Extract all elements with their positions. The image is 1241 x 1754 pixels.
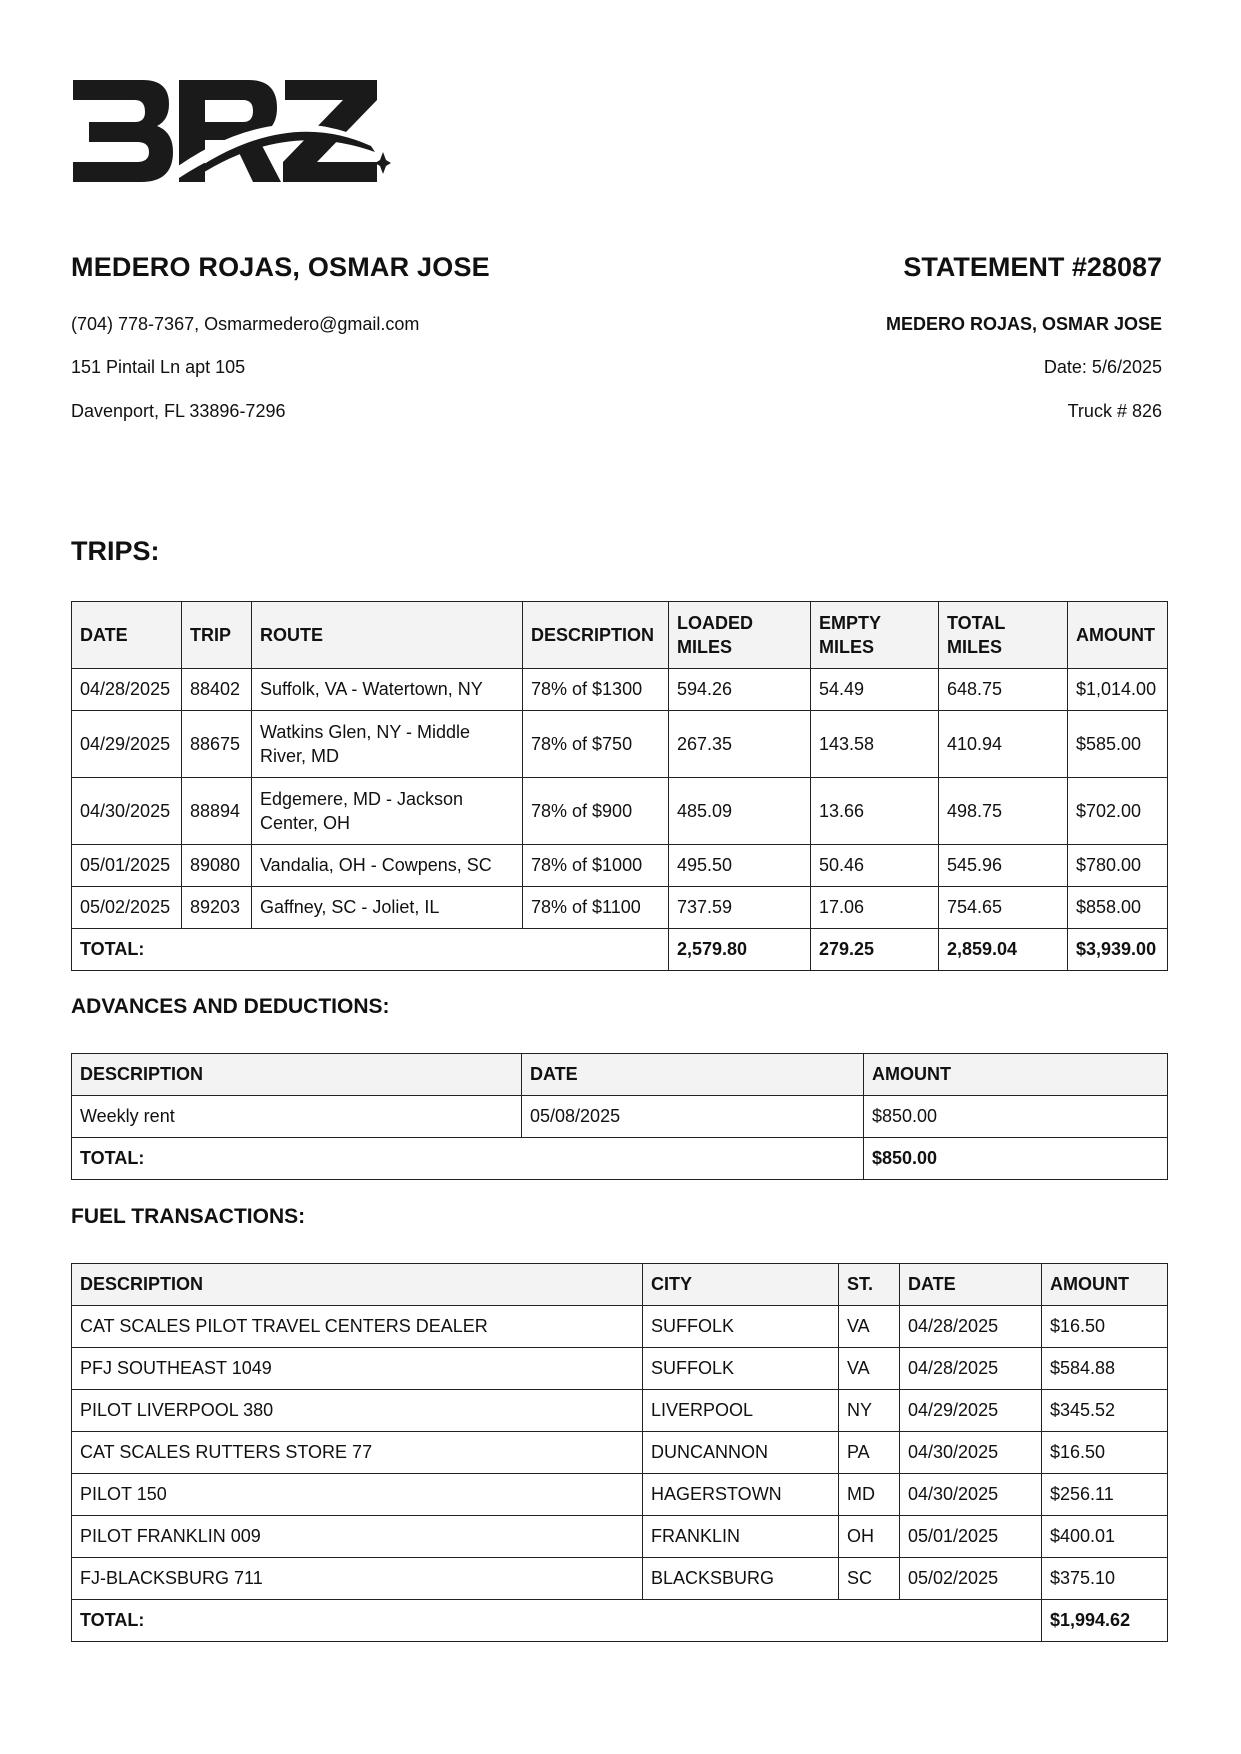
trips-total-label: TOTAL: (72, 929, 669, 971)
advances-col-date: DATE (522, 1054, 864, 1096)
fuel-description: CAT SCALES PILOT TRAVEL CENTERS DEALER (72, 1306, 643, 1348)
trip-amount: $585.00 (1068, 711, 1168, 778)
trip-loaded-miles: 737.59 (669, 887, 811, 929)
fuel-col-date: DATE (900, 1264, 1042, 1306)
trip-description: 78% of $900 (523, 778, 669, 845)
table-row (72, 845, 1168, 887)
fuel-col-description: DESCRIPTION (72, 1264, 643, 1306)
trip-amount: $1,014.00 (1068, 669, 1168, 711)
trip-description: 78% of $1300 (523, 669, 669, 711)
fuel-col-amount: AMOUNT (1042, 1264, 1168, 1306)
fuel-amount: $16.50 (1042, 1432, 1168, 1474)
fuel-city: LIVERPOOL (643, 1390, 839, 1432)
fuel-description: PFJ SOUTHEAST 1049 (72, 1348, 643, 1390)
table-row (72, 669, 1168, 711)
trip-route: Edgemere, MD - Jackson Center, OH (252, 778, 523, 845)
trip-loaded-miles: 495.50 (669, 845, 811, 887)
advances-table (71, 1053, 1168, 1180)
trip-empty-miles: 13.66 (811, 778, 939, 845)
trips-total-miles: 2,859.04 (939, 929, 1068, 971)
trip-total-miles: 498.75 (939, 778, 1068, 845)
fuel-state: VA (839, 1306, 900, 1348)
trip-total-miles: 648.75 (939, 669, 1068, 711)
fuel-total-label: TOTAL: (72, 1600, 1042, 1642)
trips-table (71, 601, 1168, 971)
trip-date: 05/02/2025 (72, 887, 182, 929)
statement-title: STATEMENT #28087 (903, 252, 1162, 282)
table-row (72, 1390, 1168, 1432)
trip-total-miles: 545.96 (939, 845, 1068, 887)
fuel-city: DUNCANNON (643, 1432, 839, 1474)
advance-description: Weekly rent (72, 1096, 522, 1138)
trips-total-row (72, 929, 1168, 971)
fuel-state: VA (839, 1348, 900, 1390)
trips-col-loaded-miles: LOADED MILES (669, 602, 811, 669)
company-logo (71, 78, 391, 190)
fuel-description: PILOT LIVERPOOL 380 (72, 1390, 643, 1432)
fuel-amount: $375.10 (1042, 1558, 1168, 1600)
advances-col-amount: AMOUNT (864, 1054, 1168, 1096)
fuel-description: CAT SCALES RUTTERS STORE 77 (72, 1432, 643, 1474)
fuel-amount: $256.11 (1042, 1474, 1168, 1516)
fuel-header-row (72, 1264, 1168, 1306)
fuel-amount: $584.88 (1042, 1348, 1168, 1390)
fuel-city: HAGERSTOWN (643, 1474, 839, 1516)
fuel-date: 05/02/2025 (900, 1558, 1042, 1600)
trip-description: 78% of $750 (523, 711, 669, 778)
table-row (72, 887, 1168, 929)
trip-route: Vandalia, OH - Cowpens, SC (252, 845, 523, 887)
table-row (72, 1096, 1168, 1138)
fuel-state: PA (839, 1432, 900, 1474)
fuel-amount: $16.50 (1042, 1306, 1168, 1348)
advance-amount: $850.00 (864, 1096, 1168, 1138)
trips-total-empty-miles: 279.25 (811, 929, 939, 971)
fuel-date: 04/28/2025 (900, 1306, 1042, 1348)
table-row (72, 711, 1168, 778)
driver-contact: (704) 778-7367, Osmarmedero@gmail.com (71, 314, 420, 334)
fuel-col-state: ST. (839, 1264, 900, 1306)
fuel-state: SC (839, 1558, 900, 1600)
trips-col-empty-miles: EMPTY MILES (811, 602, 939, 669)
advances-col-description: DESCRIPTION (72, 1054, 522, 1096)
table-row (72, 778, 1168, 845)
fuel-description: PILOT 150 (72, 1474, 643, 1516)
fuel-date: 04/30/2025 (900, 1432, 1042, 1474)
trip-amount: $858.00 (1068, 887, 1168, 929)
trip-number: 88894 (182, 778, 252, 845)
fuel-state: MD (839, 1474, 900, 1516)
table-row (72, 1516, 1168, 1558)
fuel-city: SUFFOLK (643, 1348, 839, 1390)
trip-empty-miles: 143.58 (811, 711, 939, 778)
fuel-description: PILOT FRANKLIN 009 (72, 1516, 643, 1558)
trip-total-miles: 410.94 (939, 711, 1068, 778)
trip-date: 04/28/2025 (72, 669, 182, 711)
fuel-amount: $400.01 (1042, 1516, 1168, 1558)
trip-number: 88675 (182, 711, 252, 778)
table-row (72, 1558, 1168, 1600)
trips-total-amount: $3,939.00 (1068, 929, 1168, 971)
fuel-state: OH (839, 1516, 900, 1558)
table-row (72, 1306, 1168, 1348)
trip-number: 89203 (182, 887, 252, 929)
table-row (72, 1474, 1168, 1516)
fuel-date: 04/28/2025 (900, 1348, 1042, 1390)
trip-amount: $780.00 (1068, 845, 1168, 887)
trip-total-miles: 754.65 (939, 887, 1068, 929)
advances-total-label: TOTAL: (72, 1138, 864, 1180)
fuel-date: 05/01/2025 (900, 1516, 1042, 1558)
statement-driver-name: MEDERO ROJAS, OSMAR JOSE (885, 314, 1162, 334)
trips-col-route: ROUTE (252, 602, 523, 669)
trip-number: 88402 (182, 669, 252, 711)
advances-total-row (72, 1138, 1168, 1180)
statement-date: Date: 5/6/2025 (1043, 357, 1162, 377)
driver-address-line1: 151 Pintail Ln apt 105 (71, 357, 246, 377)
trip-empty-miles: 54.49 (811, 669, 939, 711)
fuel-amount: $345.52 (1042, 1390, 1168, 1432)
table-row (72, 1348, 1168, 1390)
fuel-city: BLACKSBURG (643, 1558, 839, 1600)
trips-total-loaded-miles: 2,579.80 (669, 929, 811, 971)
fuel-state: NY (839, 1390, 900, 1432)
trips-col-description: DESCRIPTION (523, 602, 669, 669)
fuel-total-amount: $1,994.62 (1042, 1600, 1168, 1642)
driver-name-heading: MEDERO ROJAS, OSMAR JOSE (71, 252, 490, 282)
trip-description: 78% of $1000 (523, 845, 669, 887)
trips-heading: TRIPS: (71, 536, 160, 566)
statement-truck: Truck # 826 (1067, 401, 1162, 421)
trip-loaded-miles: 594.26 (669, 669, 811, 711)
trip-route: Suffolk, VA - Watertown, NY (252, 669, 523, 711)
trip-date: 04/29/2025 (72, 711, 182, 778)
trip-empty-miles: 50.46 (811, 845, 939, 887)
trips-col-total-miles: TOTAL MILES (939, 602, 1068, 669)
table-row (72, 1432, 1168, 1474)
fuel-city: FRANKLIN (643, 1516, 839, 1558)
trip-route: Watkins Glen, NY - Middle River, MD (252, 711, 523, 778)
fuel-city: SUFFOLK (643, 1306, 839, 1348)
trips-col-date: DATE (72, 602, 182, 669)
advance-date: 05/08/2025 (522, 1096, 864, 1138)
trip-empty-miles: 17.06 (811, 887, 939, 929)
advances-heading: ADVANCES AND DEDUCTIONS: (71, 995, 390, 1018)
fuel-description: FJ-BLACKSBURG 711 (72, 1558, 643, 1600)
advances-header-row (72, 1054, 1168, 1096)
trip-number: 89080 (182, 845, 252, 887)
advances-total-amount: $850.00 (864, 1138, 1168, 1180)
trip-amount: $702.00 (1068, 778, 1168, 845)
fuel-total-row (72, 1600, 1168, 1642)
trip-date: 04/30/2025 (72, 778, 182, 845)
fuel-date: 04/29/2025 (900, 1390, 1042, 1432)
trips-header-row (72, 602, 1168, 669)
fuel-date: 04/30/2025 (900, 1474, 1042, 1516)
trip-route: Gaffney, SC - Joliet, IL (252, 887, 523, 929)
trip-date: 05/01/2025 (72, 845, 182, 887)
fuel-heading: FUEL TRANSACTIONS: (71, 1205, 306, 1228)
fuel-col-city: CITY (643, 1264, 839, 1306)
trip-loaded-miles: 485.09 (669, 778, 811, 845)
trips-col-amount: AMOUNT (1068, 602, 1168, 669)
trip-loaded-miles: 267.35 (669, 711, 811, 778)
driver-address-line2: Davenport, FL 33896-7296 (71, 401, 286, 421)
trip-description: 78% of $1100 (523, 887, 669, 929)
trips-col-trip: TRIP (182, 602, 252, 669)
fuel-table (71, 1263, 1168, 1642)
